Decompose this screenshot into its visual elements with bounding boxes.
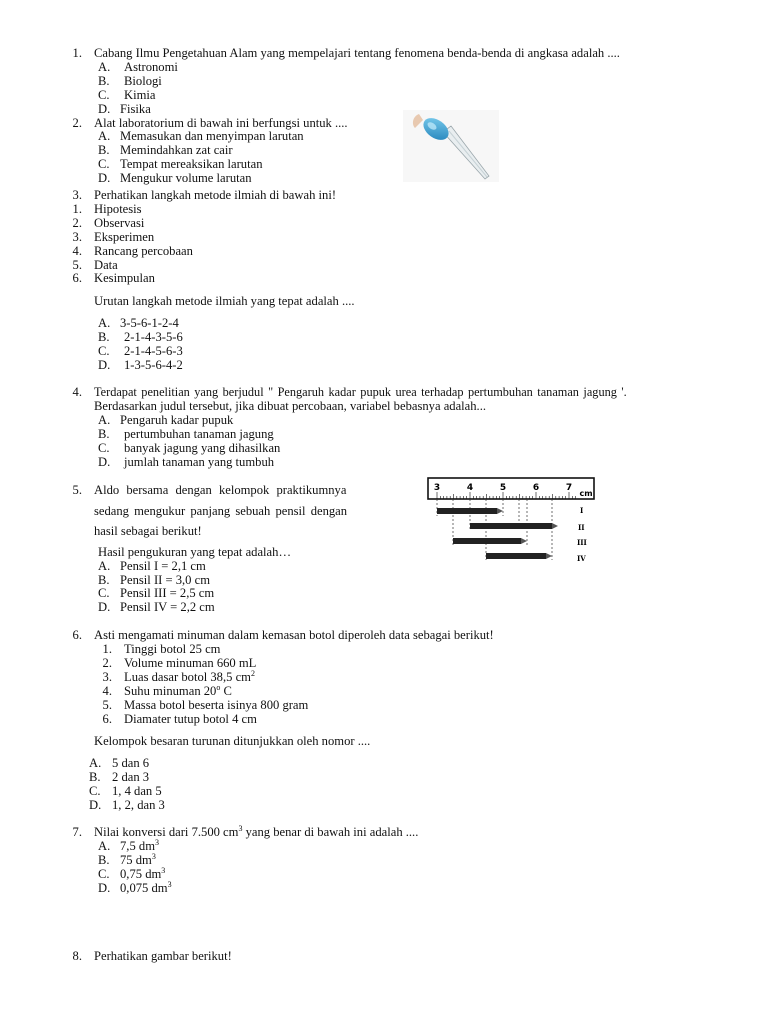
option-text: Mengukur volume larutan <box>120 171 252 185</box>
question-prompt: Kelompok besaran turunan ditunjukkan oleh nomor .... <box>94 734 371 748</box>
option-letter: C. <box>98 441 110 455</box>
option-letter: A. <box>98 316 111 330</box>
step-number: 5. <box>72 258 82 272</box>
question-text: sedang mengukur panjang sebuah pensil dengan <box>94 504 348 518</box>
question-text: Perhatikan gambar berikut! <box>94 949 232 963</box>
option-text: Biologi <box>124 74 162 88</box>
option-text: banyak jagung yang dihasilkan <box>124 441 281 455</box>
question-number: 2. <box>72 116 82 130</box>
option-text: 0,75 dm <box>120 867 162 881</box>
step-text: Rancang percobaan <box>94 244 193 258</box>
data-item-text: Diamater tutup botol 4 cm <box>124 712 257 726</box>
option-text: 3-5-6-1-2-4 <box>120 316 179 330</box>
option-letter: D. <box>98 102 111 116</box>
question-text: Alat laboratorium di bawah ini berfungsi untuk .... <box>94 116 348 130</box>
option <box>120 867 165 881</box>
option <box>120 853 156 867</box>
superscript: 2 <box>250 669 255 678</box>
superscript: 3 <box>161 866 166 875</box>
question-text: hasil sebagai berikut! <box>94 524 202 538</box>
option-text: jumlah tanaman yang tumbuh <box>124 455 275 469</box>
superscript: 3 <box>154 838 159 847</box>
data-item-text: Suhu minuman 20 <box>124 684 217 698</box>
option-letter: A. <box>98 60 111 74</box>
question-text: Cabang Ilmu Pengetahuan Alam yang mempelajari tentang fenomena benda-benda di angkasa adalah .... <box>94 46 620 60</box>
option-letter: D. <box>98 600 111 614</box>
option-letter: B. <box>98 74 110 88</box>
data-item-text: Massa botol beserta isinya 800 gram <box>124 698 309 712</box>
option-letter: D. <box>98 455 111 469</box>
option-letter: C. <box>89 784 101 798</box>
step-number: 2. <box>72 216 82 230</box>
data-item-text: C <box>220 684 232 698</box>
option-letter: C. <box>98 88 110 102</box>
pencil-2 <box>470 523 558 529</box>
option-text: Memindahkan zat cair <box>120 143 233 157</box>
option-letter: A. <box>98 413 111 427</box>
question-number: 8. <box>72 949 82 963</box>
option-letter: C. <box>98 586 110 600</box>
pencil-label: III <box>577 538 587 547</box>
option <box>120 881 172 895</box>
option-text: 75 dm <box>120 853 152 867</box>
step-number: 3. <box>72 230 82 244</box>
data-item-text: Volume minuman 660 mL <box>124 656 257 670</box>
option-text: Pensil III = 2,5 cm <box>120 586 215 600</box>
superscript: 3 <box>167 880 172 889</box>
data-item-number: 2. <box>102 656 112 670</box>
question-number: 4. <box>72 385 82 399</box>
ruler-pencil-diagram <box>426 476 598 568</box>
ruler-tick-label: 4 <box>466 483 474 493</box>
option-text: Fisika <box>120 102 151 116</box>
option-letter: B. <box>98 143 110 157</box>
step-number: 1. <box>72 202 82 216</box>
superscript: o <box>216 683 221 692</box>
data-item-number: 5. <box>102 698 112 712</box>
step-text: Observasi <box>94 216 145 230</box>
option-letter: A. <box>89 756 102 770</box>
question-text-part: Nilai konversi dari 7.500 cm <box>94 825 239 839</box>
data-item-number: 1. <box>102 642 112 656</box>
option-letter: B. <box>98 427 110 441</box>
option-letter: C. <box>98 867 110 881</box>
question-number: 7. <box>72 825 82 839</box>
option-text: 1, 2, dan 3 <box>112 798 165 812</box>
option-text: Pensil II = 3,0 cm <box>120 573 211 587</box>
option-text: Astronomi <box>124 60 178 74</box>
question-number: 6. <box>72 628 82 642</box>
data-item-text: Luas dasar botol 38,5 cm <box>124 670 251 684</box>
data-item-text: Tinggi botol 25 cm <box>124 642 221 656</box>
pencil-3 <box>453 538 527 544</box>
option-text: 0,075 dm <box>120 881 168 895</box>
option-text: 2-1-4-3-5-6 <box>124 330 183 344</box>
data-item <box>124 670 255 684</box>
step-text: Kesimpulan <box>94 271 155 285</box>
data-item-number: 4. <box>102 684 112 698</box>
option-text: 1, 4 dan 5 <box>112 784 162 798</box>
pencil-label: IV <box>577 554 586 563</box>
question-number: 1. <box>72 46 82 60</box>
option-letter: B. <box>89 770 101 784</box>
step-text: Hipotesis <box>94 202 142 216</box>
question-prompt: Hasil pengukuran yang tepat adalah… <box>98 545 292 559</box>
question-number: 5. <box>72 483 82 497</box>
ruler-tick-label: 7 <box>565 483 573 493</box>
question-text: Aldo bersama dengan kelompok praktikumnya <box>94 483 347 497</box>
ruler-tick-label: 3 <box>433 483 441 493</box>
question-number: 3. <box>72 188 82 202</box>
option-text: Pensil I = 2,1 cm <box>120 559 206 573</box>
option-letter: D. <box>98 171 111 185</box>
option-letter: A. <box>98 129 111 143</box>
step-number: 6. <box>72 271 82 285</box>
pencil-4 <box>486 553 552 559</box>
step-text: Data <box>94 258 118 272</box>
superscript: 3 <box>151 852 156 861</box>
question-text: Berdasarkan judul tersebut, jika dibuat percobaan, variabel bebasnya adalah... <box>94 399 486 413</box>
pencil-1 <box>437 508 503 514</box>
pipette-image <box>403 110 499 182</box>
option-text: 1-3-5-6-4-2 <box>124 358 183 372</box>
option-text: Tempat mereaksikan larutan <box>120 157 263 171</box>
pencil-label: I <box>580 506 584 515</box>
option <box>120 839 159 853</box>
option-text: pertumbuhan tanaman jagung <box>124 427 274 441</box>
question-text: Asti mengamati minuman dalam kemasan botol diperoleh data sebagai berikut! <box>94 628 494 642</box>
option-letter: D. <box>98 881 111 895</box>
question-text: Perhatikan langkah metode ilmiah di bawah ini! <box>94 188 337 202</box>
question-text-part: yang benar di bawah ini adalah .... <box>242 825 419 839</box>
ruler-unit-label: cm <box>579 489 593 498</box>
option-text: 5 dan 6 <box>112 756 150 770</box>
superscript: 3 <box>238 824 243 833</box>
question-text <box>94 825 418 839</box>
option-letter: B. <box>98 853 110 867</box>
question-text: Terdapat penelitian yang berjudul " Pengaruh kadar pupuk urea terhadap pertumbuhan tanaman jagung '. <box>94 385 627 399</box>
data-item <box>124 684 232 698</box>
option-letter: C. <box>98 344 110 358</box>
option-text: Memasukan dan menyimpan larutan <box>120 129 304 143</box>
option-letter: C. <box>98 157 110 171</box>
option-letter: A. <box>98 559 111 573</box>
option-letter: D. <box>89 798 102 812</box>
ruler-tick-label: 5 <box>499 483 507 493</box>
option-text: 7,5 dm <box>120 839 155 853</box>
step-number: 4. <box>72 244 82 258</box>
option-text: Pengaruh kadar pupuk <box>120 413 234 427</box>
option-text: Kimia <box>124 88 156 102</box>
step-text: Eksperimen <box>94 230 155 244</box>
option-letter: A. <box>98 839 111 853</box>
option-letter: B. <box>98 330 110 344</box>
ruler-tick-label: 6 <box>532 483 540 493</box>
option-text: 2 dan 3 <box>112 770 150 784</box>
question-prompt: Urutan langkah metode ilmiah yang tepat adalah .... <box>94 294 355 308</box>
option-text: Pensil IV = 2,2 cm <box>120 600 215 614</box>
option-text: 2-1-4-5-6-3 <box>124 344 183 358</box>
data-item-number: 3. <box>102 670 112 684</box>
option-letter: D. <box>98 358 111 372</box>
option-letter: B. <box>98 573 110 587</box>
pencil-label: II <box>578 523 585 532</box>
data-item-number: 6. <box>102 712 112 726</box>
